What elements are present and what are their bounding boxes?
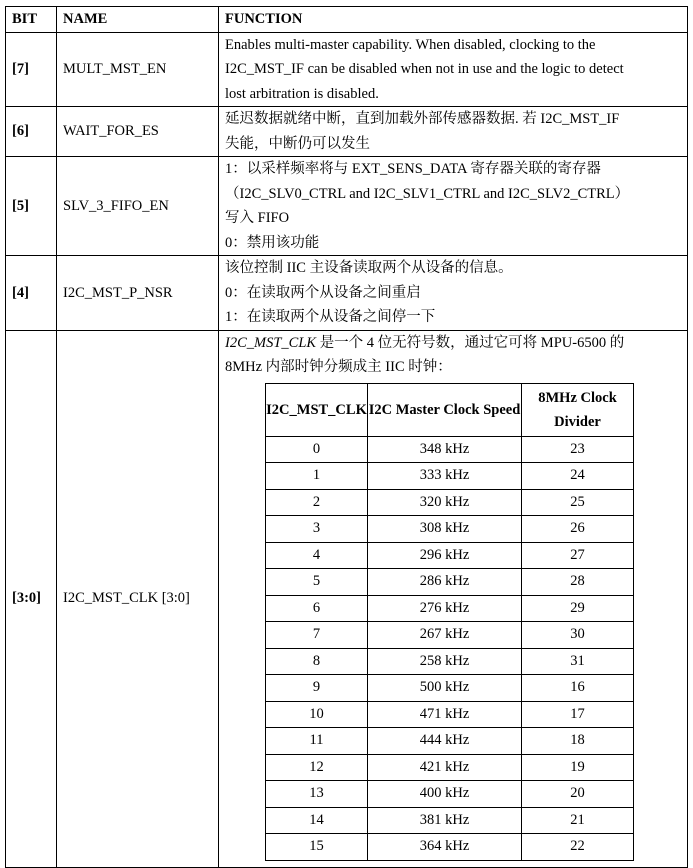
header-function: FUNCTION: [219, 7, 688, 33]
clock-divider-cell: 20: [522, 781, 634, 808]
function-cell: [219, 107, 688, 157]
clock-table-row: [266, 701, 634, 728]
function-cell: [219, 330, 688, 867]
name-cell: MULT_MST_EN: [57, 32, 219, 107]
function-line: 失能，中断仍可以发生: [225, 135, 370, 152]
function-line: 延迟数据就绪中断，直到加载外部传感器数据. 若 I2C_MST_IF: [225, 111, 620, 127]
clock-divider-cell: 18: [522, 728, 634, 755]
clock-divider-cell: 22: [522, 834, 634, 861]
clock-divider-cell: 23: [522, 436, 634, 463]
clock-speed-cell: 471 kHz: [368, 701, 522, 728]
clock-speed-cell: 500 kHz: [368, 675, 522, 702]
clock-divider-cell: 30: [522, 622, 634, 649]
name-cell: I2C_MST_P_NSR: [57, 256, 219, 331]
clock-divider-cell: 19: [522, 754, 634, 781]
clock-divider-cell: 28: [522, 569, 634, 596]
table-row: [6, 32, 688, 107]
clock-speed-cell: 308 kHz: [368, 516, 522, 543]
clock-speed-cell: 381 kHz: [368, 807, 522, 834]
name-cell: SLV_3_FIFO_EN: [57, 157, 219, 256]
clock-header-value: I2C_MST_CLK: [266, 383, 368, 436]
clock-divider-cell: 21: [522, 807, 634, 834]
bit-cell: [6]: [6, 107, 57, 157]
clock-table-row: [266, 622, 634, 649]
clock-header-divider: 8MHz Clock Divider: [522, 383, 634, 436]
name-cell: I2C_MST_CLK [3:0]: [57, 330, 219, 867]
clock-table-row: [266, 595, 634, 622]
clock-value-cell: 3: [266, 516, 368, 543]
function-line: Enables multi-master capability. When disabled, clocking to the: [225, 36, 596, 53]
bit-cell: [7]: [6, 32, 57, 107]
clock-speed-cell: 286 kHz: [368, 569, 522, 596]
clock-table-row: [266, 516, 634, 543]
clock-intro-italic: I2C_MST_CLK: [225, 334, 317, 351]
clock-speed-cell: 421 kHz: [368, 754, 522, 781]
name-cell: WAIT_FOR_ES: [57, 107, 219, 157]
clock-divider-cell: 27: [522, 542, 634, 569]
clock-speed-cell: 320 kHz: [368, 489, 522, 516]
clock-divider-table: [265, 383, 634, 861]
clock-value-cell: 10: [266, 701, 368, 728]
function-cell: [219, 256, 688, 331]
clock-speed-cell: 267 kHz: [368, 622, 522, 649]
clock-divider-cell: 25: [522, 489, 634, 516]
function-line: 0：在读取两个从设备之间重启: [225, 284, 421, 301]
clock-intro-text: 是一个 4 位无符号数，通过它可将 MPU-6500 的: [316, 334, 625, 351]
clock-table-row: [266, 781, 634, 808]
clock-speed-cell: 296 kHz: [368, 542, 522, 569]
clock-value-cell: 2: [266, 489, 368, 516]
clock-speed-cell: 276 kHz: [368, 595, 522, 622]
clock-value-cell: 12: [266, 754, 368, 781]
clock-table-row: [266, 834, 634, 861]
clock-value-cell: 1: [266, 463, 368, 490]
clock-table-row: [266, 569, 634, 596]
clock-divider-cell: 16: [522, 675, 634, 702]
clock-value-cell: 13: [266, 781, 368, 808]
clock-table-row: [266, 807, 634, 834]
function-line: lost arbitration is disabled.: [225, 85, 379, 102]
clock-value-cell: 9: [266, 675, 368, 702]
function-cell: [219, 32, 688, 107]
clock-speed-cell: 333 kHz: [368, 463, 522, 490]
clock-divider-cell: 31: [522, 648, 634, 675]
clock-value-cell: 4: [266, 542, 368, 569]
clock-value-cell: 15: [266, 834, 368, 861]
function-line: （I2C_SLV0_CTRL and I2C_SLV1_CTRL and I2C_SLV2_CTRL）: [225, 185, 630, 202]
clock-value-cell: 14: [266, 807, 368, 834]
function-cell: [219, 157, 688, 256]
clock-header-row: [266, 383, 634, 436]
header-bit: BIT: [6, 7, 57, 33]
clock-header-speed: I2C Master Clock Speed: [368, 383, 522, 436]
table-row: [6, 157, 688, 256]
clock-table-row: [266, 542, 634, 569]
clock-intro-line2: 8MHz 内部时钟分频成主 IIC 时钟：: [225, 359, 452, 375]
clock-table-row: [266, 754, 634, 781]
header-name: NAME: [57, 7, 219, 33]
clock-value-cell: 8: [266, 648, 368, 675]
bit-cell: [3:0]: [6, 330, 57, 867]
clock-intro: [225, 331, 681, 356]
function-line: 写入 FIFO: [225, 210, 290, 226]
clock-divider-cell: 17: [522, 701, 634, 728]
clock-speed-cell: 258 kHz: [368, 648, 522, 675]
clock-table-row: [266, 728, 634, 755]
clock-value-cell: 7: [266, 622, 368, 649]
bit-cell: [5]: [6, 157, 57, 256]
function-line: 1：以采样频率将与 EXT_SENS_DATA 寄存器关联的寄存器: [225, 161, 601, 177]
clock-value-cell: 5: [266, 569, 368, 596]
clock-divider-cell: 26: [522, 516, 634, 543]
table-row: [6, 256, 688, 331]
bit-cell: [4]: [6, 256, 57, 331]
clock-table-row: [266, 675, 634, 702]
clock-value-cell: 11: [266, 728, 368, 755]
clock-speed-cell: 348 kHz: [368, 436, 522, 463]
clock-value-cell: 0: [266, 436, 368, 463]
clock-speed-cell: 400 kHz: [368, 781, 522, 808]
clock-table-row: [266, 463, 634, 490]
register-table: [5, 6, 688, 868]
table-row-clock: [6, 330, 688, 867]
clock-table-row: [266, 489, 634, 516]
header-row: [6, 7, 688, 33]
clock-speed-cell: 444 kHz: [368, 728, 522, 755]
table-row: [6, 107, 688, 157]
clock-divider-cell: 24: [522, 463, 634, 490]
function-line: 1：在读取两个从设备之间停一下: [225, 309, 436, 325]
clock-table-row: [266, 648, 634, 675]
function-line: 0：禁用该功能: [225, 234, 320, 251]
clock-table-row: [266, 436, 634, 463]
clock-speed-cell: 364 kHz: [368, 834, 522, 861]
clock-value-cell: 6: [266, 595, 368, 622]
function-line: 该位控制 IIC 主设备读取两个从设备的信息。: [225, 260, 513, 276]
clock-divider-cell: 29: [522, 595, 634, 622]
function-line: I2C_MST_IF can be disabled when not in use and the logic to detect: [225, 61, 624, 77]
